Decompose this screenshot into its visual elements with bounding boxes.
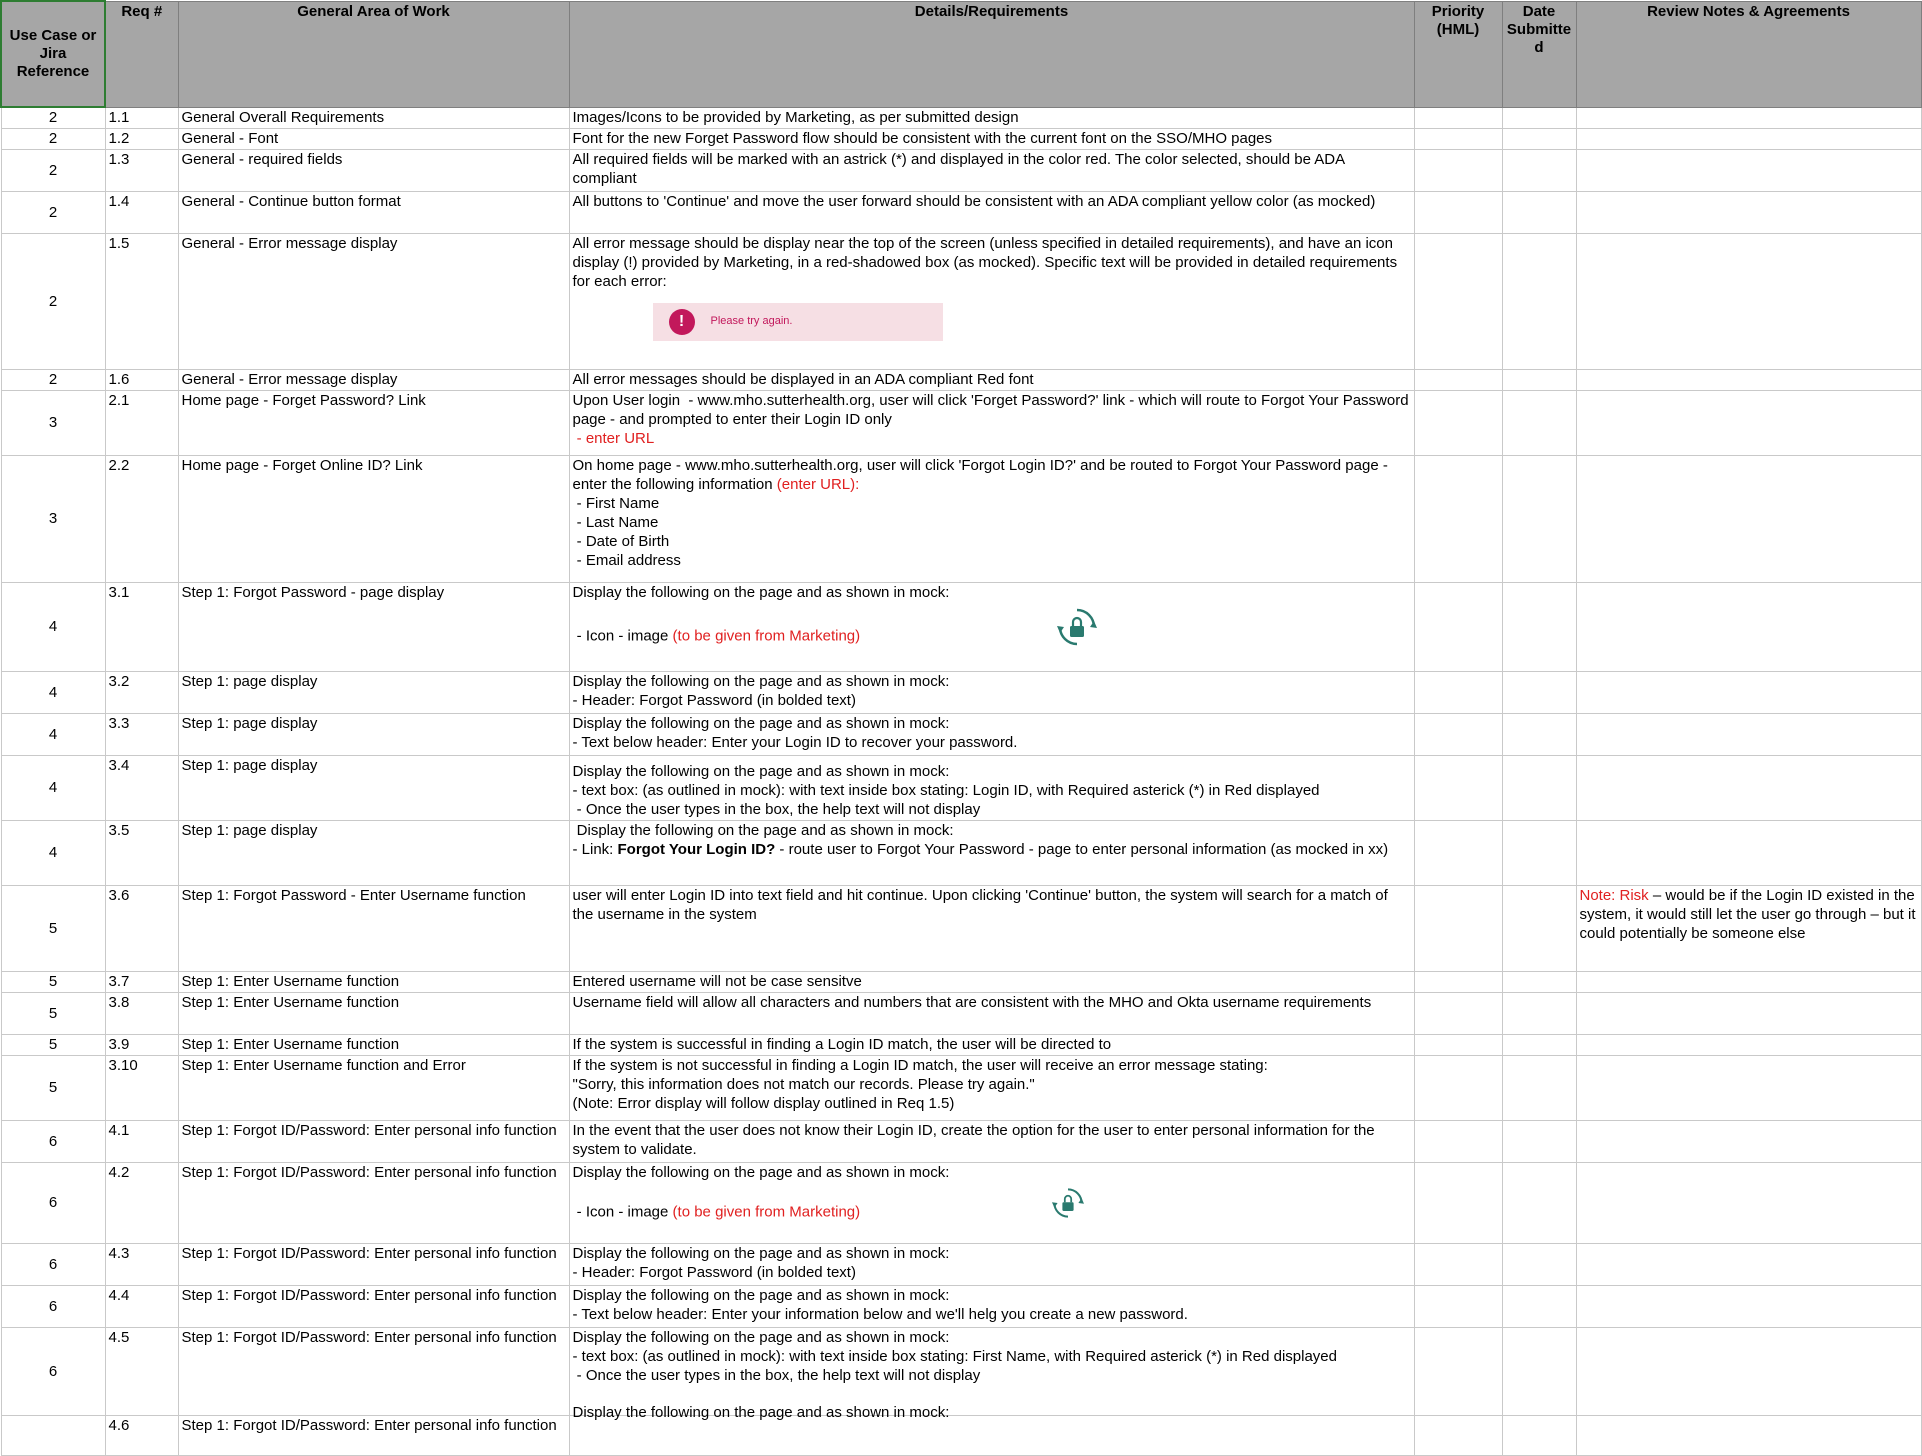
area-cell[interactable]: Step 1: page display xyxy=(178,671,569,713)
date-cell[interactable] xyxy=(1502,582,1576,671)
use-case-cell[interactable]: 5 xyxy=(1,1055,105,1120)
notes-cell[interactable] xyxy=(1576,1243,1921,1285)
header-row xyxy=(1,1,1921,107)
req-cell[interactable]: 3.1 xyxy=(105,582,178,671)
req-cell[interactable]: 3.4 xyxy=(105,755,178,820)
details-cell[interactable] xyxy=(569,390,1414,455)
priority-cell[interactable] xyxy=(1414,820,1502,885)
lock-refresh-icon xyxy=(1010,1168,1084,1243)
area-cell[interactable]: Step 1: Forgot ID/Password: Enter personal info function xyxy=(178,1285,569,1327)
details-line: All buttons to 'Continue' and move the user forward should be consistent with an ADA compliant yellow color (as mocked) xyxy=(572,192,1376,210)
priority-cell[interactable] xyxy=(1414,107,1502,128)
error-message-sample xyxy=(653,303,943,341)
notes-cell[interactable] xyxy=(1576,107,1921,128)
date-cell[interactable] xyxy=(1502,455,1576,582)
area-cell[interactable]: Step 1: page display xyxy=(178,755,569,820)
priority-cell[interactable] xyxy=(1414,671,1502,713)
date-cell[interactable] xyxy=(1502,671,1576,713)
area-cell[interactable]: Home page - Forget Password? Link xyxy=(178,390,569,455)
details-red-text: (enter URL): xyxy=(776,475,860,493)
use-case-cell[interactable]: 6 xyxy=(1,1285,105,1327)
priority-cell[interactable] xyxy=(1414,191,1502,233)
table-row xyxy=(1,755,1921,820)
use-case-cell[interactable]: 5 xyxy=(1,1034,105,1055)
details-cell[interactable] xyxy=(569,971,1414,992)
table-row xyxy=(1,1034,1921,1055)
priority-cell[interactable] xyxy=(1414,992,1502,1034)
details-cell[interactable] xyxy=(569,455,1414,582)
details-text: - Icon - image xyxy=(572,626,673,644)
priority-cell[interactable] xyxy=(1414,582,1502,671)
details-text: On home page - www.mho.sutterhealth.org, user will click 'Forgot Login ID?' and be routed to Forgot Your Password page - enter the following information xyxy=(572,456,1392,493)
use-case-cell[interactable]: 2 xyxy=(1,369,105,390)
details-cell[interactable] xyxy=(569,582,1414,671)
details-text: - route user to Forgot Your Password - page to enter personal information (as mocked in xx) xyxy=(775,840,1389,858)
table-row xyxy=(1,455,1921,582)
req-cell[interactable]: 3.7 xyxy=(105,971,178,992)
details-line: - text box: (as outlined in mock): with text inside box stating: Login ID, with Required asterick (*) in Red displayed xyxy=(572,781,1320,799)
header-notes[interactable]: Review Notes & Agreements xyxy=(1576,1,1921,107)
req-cell[interactable]: 2.2 xyxy=(105,455,178,582)
date-cell[interactable] xyxy=(1502,191,1576,233)
details-cell[interactable] xyxy=(569,233,1414,369)
details-line: Upon User login - www.mho.sutterhealth.org, user will click 'Forget Password?' link - which will route to Forgot Your Password page - and prompted to enter their Login ID only xyxy=(572,391,1413,428)
area-cell[interactable]: Step 1: Forgot Password - page display xyxy=(178,582,569,671)
use-case-cell[interactable] xyxy=(1,1415,105,1455)
table-row xyxy=(1,971,1921,992)
use-case-cell[interactable]: 6 xyxy=(1,1243,105,1285)
notes-cell[interactable] xyxy=(1576,971,1921,992)
date-cell[interactable] xyxy=(1502,1055,1576,1120)
table-row xyxy=(1,582,1921,671)
priority-cell[interactable] xyxy=(1414,1162,1502,1243)
notes-cell[interactable] xyxy=(1576,820,1921,885)
date-cell[interactable] xyxy=(1502,971,1576,992)
details-cell[interactable] xyxy=(569,1243,1414,1285)
details-line: - Header: Forgot Password (in bolded text) xyxy=(572,691,856,709)
priority-cell[interactable] xyxy=(1414,233,1502,369)
details-cell[interactable] xyxy=(569,885,1414,971)
priority-cell[interactable] xyxy=(1414,369,1502,390)
use-case-cell[interactable]: 3 xyxy=(1,390,105,455)
notes-cell[interactable] xyxy=(1576,755,1921,820)
use-case-cell[interactable]: 2 xyxy=(1,233,105,369)
header-use-case[interactable]: Use Case or Jira Reference xyxy=(1,1,105,107)
area-cell[interactable]: General - required fields xyxy=(178,149,569,191)
details-cell[interactable] xyxy=(569,1120,1414,1162)
req-cell[interactable]: 3.5 xyxy=(105,820,178,885)
priority-cell[interactable] xyxy=(1414,1327,1502,1415)
header-details[interactable]: Details/Requirements xyxy=(569,1,1414,107)
req-cell[interactable]: 1.2 xyxy=(105,128,178,149)
area-cell[interactable]: Step 1: Forgot ID/Password: Enter personal info function xyxy=(178,1162,569,1243)
date-cell[interactable] xyxy=(1502,992,1576,1034)
details-line: Images/Icons to be provided by Marketing, as per submitted design xyxy=(572,108,1019,126)
table-row xyxy=(1,820,1921,885)
lock-refresh-icon xyxy=(1015,588,1097,671)
details-cell[interactable] xyxy=(569,369,1414,390)
note-risk-label: Note: Risk xyxy=(1579,886,1649,904)
notes-cell[interactable] xyxy=(1576,582,1921,671)
details-line: Entered username will not be case sensitve xyxy=(572,972,862,990)
table-row xyxy=(1,369,1921,390)
details-line: All error message should be display near the top of the screen (unless specified in detailed requirements), and have an icon display (!) provided by Marketing, in a red-shadowed box (as mocked). Specific text will be provided in detailed requirements for each error: xyxy=(572,234,1402,290)
details-line: user will enter Login ID into text field and hit continue. Upon clicking 'Continue' button, the system will search for a match of the username in the system xyxy=(572,886,1392,923)
priority-cell[interactable] xyxy=(1414,455,1502,582)
req-cell[interactable]: 1.5 xyxy=(105,233,178,369)
req-cell[interactable]: 1.1 xyxy=(105,107,178,128)
notes-cell[interactable] xyxy=(1576,1415,1921,1455)
req-cell[interactable]: 4.3 xyxy=(105,1243,178,1285)
details-cell[interactable] xyxy=(569,992,1414,1034)
use-case-cell[interactable]: 4 xyxy=(1,582,105,671)
details-line: "Sorry, this information does not match our records. Please try again." xyxy=(572,1075,1035,1093)
list-item: - Email address xyxy=(572,551,681,569)
notes-cell[interactable] xyxy=(1576,191,1921,233)
req-cell[interactable]: 4.4 xyxy=(105,1285,178,1327)
date-cell[interactable] xyxy=(1502,149,1576,191)
header-priority[interactable]: Priority (HML) xyxy=(1414,1,1502,107)
details-line: - Once the user types in the box, the help text will not display xyxy=(572,1366,981,1384)
table-row xyxy=(1,191,1921,233)
area-cell[interactable]: Step 1: Forgot ID/Password: Enter personal info function xyxy=(178,1120,569,1162)
link-text[interactable]: Forgot Your Login ID? xyxy=(617,840,776,858)
req-cell[interactable]: 4.5 xyxy=(105,1327,178,1415)
details-cell[interactable] xyxy=(569,820,1414,885)
date-cell[interactable] xyxy=(1502,233,1576,369)
details-line: Display the following on the page and as shown in mock: xyxy=(572,762,950,780)
details-line: Display the following on the page and as shown in mock: xyxy=(572,1403,950,1421)
date-cell[interactable] xyxy=(1502,820,1576,885)
date-cell[interactable] xyxy=(1502,369,1576,390)
notes-cell[interactable] xyxy=(1576,1327,1921,1415)
details-line xyxy=(573,456,1411,494)
table-row xyxy=(1,992,1921,1034)
area-cell[interactable]: Home page - Forget Online ID? Link xyxy=(178,455,569,582)
notes-cell[interactable] xyxy=(1576,390,1921,455)
date-cell[interactable] xyxy=(1502,755,1576,820)
details-line: - Text below header: Enter your information below and we'll helg you create a new password. xyxy=(572,1305,1188,1323)
details-line: Display the following on the page and as shown in mock: xyxy=(572,1163,950,1181)
details-line: In the event that the user does not know their Login ID, create the option for the user to enter personal information for the system to validate. xyxy=(572,1121,1379,1158)
use-case-cell[interactable]: 2 xyxy=(1,128,105,149)
req-cell[interactable]: 3.8 xyxy=(105,992,178,1034)
date-cell[interactable] xyxy=(1502,1285,1576,1327)
req-cell[interactable]: 3.3 xyxy=(105,713,178,755)
date-cell[interactable] xyxy=(1502,390,1576,455)
priority-cell[interactable] xyxy=(1414,1285,1502,1327)
priority-cell[interactable] xyxy=(1414,885,1502,971)
list-item: - Date of Birth xyxy=(572,532,670,550)
req-cell[interactable]: 1.3 xyxy=(105,149,178,191)
details-line: Display the following on the page and as shown in mock: xyxy=(572,583,950,601)
use-case-cell[interactable]: 5 xyxy=(1,971,105,992)
details-cell[interactable] xyxy=(569,1162,1414,1243)
area-cell[interactable]: General - Font xyxy=(178,128,569,149)
notes-cell[interactable] xyxy=(1576,455,1921,582)
priority-cell[interactable] xyxy=(1414,971,1502,992)
table-row xyxy=(1,1415,1921,1455)
details-line: If the system is not successful in finding a Login ID match, the user will receive an error message stating: xyxy=(572,1056,1268,1074)
details-cell[interactable] xyxy=(569,149,1414,191)
details-line: - Text below header: Enter your Login ID to recover your password. xyxy=(572,733,1018,751)
use-case-cell[interactable]: 2 xyxy=(1,107,105,128)
header-date[interactable]: Date Submitte d xyxy=(1502,1,1576,107)
use-case-cell[interactable]: 4 xyxy=(1,755,105,820)
notes-cell[interactable] xyxy=(1576,713,1921,755)
details-cell[interactable] xyxy=(569,107,1414,128)
details-line xyxy=(573,1182,1411,1243)
area-cell[interactable]: General - Continue button format xyxy=(178,191,569,233)
details-line xyxy=(573,840,1411,859)
details-cell[interactable] xyxy=(569,128,1414,149)
notes-cell[interactable] xyxy=(1576,128,1921,149)
notes-cell[interactable] xyxy=(1576,1162,1921,1243)
use-case-cell[interactable]: 6 xyxy=(1,1120,105,1162)
table-row xyxy=(1,1120,1921,1162)
area-cell[interactable]: General - Error message display xyxy=(178,233,569,369)
table-row xyxy=(1,1285,1921,1327)
details-red-text: (to be given from Marketing) xyxy=(672,1202,861,1220)
area-cell[interactable]: Step 1: page display xyxy=(178,820,569,885)
use-case-cell[interactable]: 4 xyxy=(1,820,105,885)
date-cell[interactable] xyxy=(1502,1162,1576,1243)
date-cell[interactable] xyxy=(1502,107,1576,128)
details-line: All required fields will be marked with an astrick (*) and displayed in the color red. The color selected, should be ADA compliant xyxy=(572,150,1349,187)
req-cell[interactable]: 4.1 xyxy=(105,1120,178,1162)
notes-cell[interactable] xyxy=(1576,369,1921,390)
header-area[interactable]: General Area of Work xyxy=(178,1,569,107)
table-row xyxy=(1,1243,1921,1285)
list-item: - First Name xyxy=(572,494,660,512)
date-cell[interactable] xyxy=(1502,885,1576,971)
exclamation-icon: ! xyxy=(669,309,695,335)
req-cell[interactable]: 4.6 xyxy=(105,1415,178,1455)
priority-cell[interactable] xyxy=(1414,755,1502,820)
date-cell[interactable] xyxy=(1502,1034,1576,1055)
req-cell[interactable]: 4.2 xyxy=(105,1162,178,1243)
notes-cell[interactable] xyxy=(1576,992,1921,1034)
use-case-cell[interactable]: 4 xyxy=(1,713,105,755)
details-cell[interactable] xyxy=(569,671,1414,713)
notes-cell[interactable] xyxy=(1576,149,1921,191)
date-cell[interactable] xyxy=(1502,1243,1576,1285)
table-row xyxy=(1,149,1921,191)
table-row xyxy=(1,885,1921,971)
details-line: Display the following on the page and as shown in mock: xyxy=(572,714,950,732)
date-cell[interactable] xyxy=(1502,1415,1576,1455)
table-row xyxy=(1,1055,1921,1120)
details-line: Display the following on the page and as shown in mock: xyxy=(572,672,950,690)
details-text: - Icon - image xyxy=(572,1202,673,1220)
req-cell[interactable]: 2.1 xyxy=(105,390,178,455)
table-row xyxy=(1,713,1921,755)
date-cell[interactable] xyxy=(1502,128,1576,149)
header-req[interactable]: Req # xyxy=(105,1,178,107)
table-row xyxy=(1,1162,1921,1243)
date-cell[interactable] xyxy=(1502,1327,1576,1415)
area-cell[interactable]: Step 1: page display xyxy=(178,713,569,755)
req-cell[interactable]: 1.4 xyxy=(105,191,178,233)
priority-cell[interactable] xyxy=(1414,1055,1502,1120)
use-case-cell[interactable]: 6 xyxy=(1,1327,105,1415)
details-line: - text box: (as outlined in mock): with text inside box stating: First Name, with Required asterick (*) in Red displayed xyxy=(572,1347,1337,1365)
table-row xyxy=(1,128,1921,149)
date-cell[interactable] xyxy=(1502,713,1576,755)
priority-cell[interactable] xyxy=(1414,1415,1502,1455)
details-line: Username field will allow all characters and numbers that are consistent with the MHO and Okta username requirements xyxy=(572,993,1372,1011)
use-case-cell[interactable]: 2 xyxy=(1,191,105,233)
area-cell[interactable]: General - Error message display xyxy=(178,369,569,390)
details-cell[interactable] xyxy=(569,713,1414,755)
priority-cell[interactable] xyxy=(1414,1034,1502,1055)
details-text: - Link: xyxy=(572,840,618,858)
req-cell[interactable]: 3.6 xyxy=(105,885,178,971)
use-case-cell[interactable]: 5 xyxy=(1,992,105,1034)
area-cell[interactable]: Step 1: Enter Username function xyxy=(178,992,569,1034)
details-cell[interactable] xyxy=(569,1285,1414,1327)
area-cell[interactable]: Step 1: Enter Username function xyxy=(178,1034,569,1055)
details-cell[interactable] xyxy=(569,191,1414,233)
details-line: Display the following on the page and as shown in mock: xyxy=(572,1328,950,1346)
priority-cell[interactable] xyxy=(1414,390,1502,455)
area-cell[interactable]: Step 1: Forgot ID/Password: Enter personal info function xyxy=(178,1415,569,1455)
table-row xyxy=(1,390,1921,455)
note-text: – would be if the Login ID existed in the system, it would still let the user go through – but it could potentially be someone else xyxy=(1579,886,1916,942)
req-cell[interactable]: 3.2 xyxy=(105,671,178,713)
priority-cell[interactable] xyxy=(1414,713,1502,755)
details-line: - Once the user types in the box, the help text will not display xyxy=(572,800,981,818)
details-red-line: - enter URL xyxy=(572,429,655,447)
notes-cell[interactable] xyxy=(1576,1034,1921,1055)
priority-cell[interactable] xyxy=(1414,1243,1502,1285)
req-cell[interactable]: 3.10 xyxy=(105,1055,178,1120)
use-case-cell[interactable]: 3 xyxy=(1,455,105,582)
priority-cell[interactable] xyxy=(1414,149,1502,191)
use-case-cell[interactable]: 2 xyxy=(1,149,105,191)
details-line xyxy=(573,602,1411,671)
notes-cell[interactable] xyxy=(1576,671,1921,713)
req-cell[interactable]: 3.9 xyxy=(105,1034,178,1055)
list-item: - Last Name xyxy=(572,513,659,531)
details-line: (Note: Error display will follow display outlined in Req 1.5) xyxy=(572,1094,955,1112)
notes-cell[interactable] xyxy=(1576,1285,1921,1327)
details-line: All error messages should be displayed in an ADA compliant Red font xyxy=(572,370,1034,388)
details-line: If the system is successful in finding a Login ID match, the user will be directed to xyxy=(572,1035,1112,1053)
use-case-cell[interactable]: 6 xyxy=(1,1162,105,1243)
area-cell[interactable]: Step 1: Enter Username function xyxy=(178,971,569,992)
use-case-cell[interactable]: 4 xyxy=(1,671,105,713)
notes-cell[interactable] xyxy=(1576,885,1921,971)
details-line: Display the following on the page and as shown in mock: xyxy=(572,1286,950,1304)
priority-cell[interactable] xyxy=(1414,128,1502,149)
area-cell[interactable]: General Overall Requirements xyxy=(178,107,569,128)
details-cell[interactable] xyxy=(569,755,1414,820)
notes-cell[interactable] xyxy=(1576,233,1921,369)
area-cell[interactable]: Step 1: Enter Username function and Error xyxy=(178,1055,569,1120)
notes-cell[interactable] xyxy=(1576,1055,1921,1120)
details-line: - Header: Forgot Password (in bolded text) xyxy=(572,1263,856,1281)
details-cell[interactable] xyxy=(569,1055,1414,1120)
area-cell[interactable]: Step 1: Forgot ID/Password: Enter personal info function xyxy=(178,1327,569,1415)
table-row xyxy=(1,107,1921,128)
details-line: Display the following on the page and as shown in mock: xyxy=(572,821,954,839)
details-cell[interactable] xyxy=(569,1034,1414,1055)
area-cell[interactable]: Step 1: Forgot Password - Enter Username function xyxy=(178,885,569,971)
area-cell[interactable]: Step 1: Forgot ID/Password: Enter personal info function xyxy=(178,1243,569,1285)
date-cell[interactable] xyxy=(1502,1120,1576,1162)
table-row xyxy=(1,671,1921,713)
details-cell[interactable] xyxy=(569,1403,1414,1455)
table-row xyxy=(1,233,1921,369)
details-line: Font for the new Forget Password flow should be consistent with the current font on the SSO/MHO pages xyxy=(572,129,1273,147)
req-cell[interactable]: 1.6 xyxy=(105,369,178,390)
use-case-cell[interactable]: 5 xyxy=(1,885,105,971)
priority-cell[interactable] xyxy=(1414,1120,1502,1162)
details-red-text: (to be given from Marketing) xyxy=(672,626,861,644)
notes-cell[interactable] xyxy=(1576,1120,1921,1162)
error-sample-text: Please try again. xyxy=(710,315,793,327)
details-line: Display the following on the page and as shown in mock: xyxy=(572,1244,950,1262)
